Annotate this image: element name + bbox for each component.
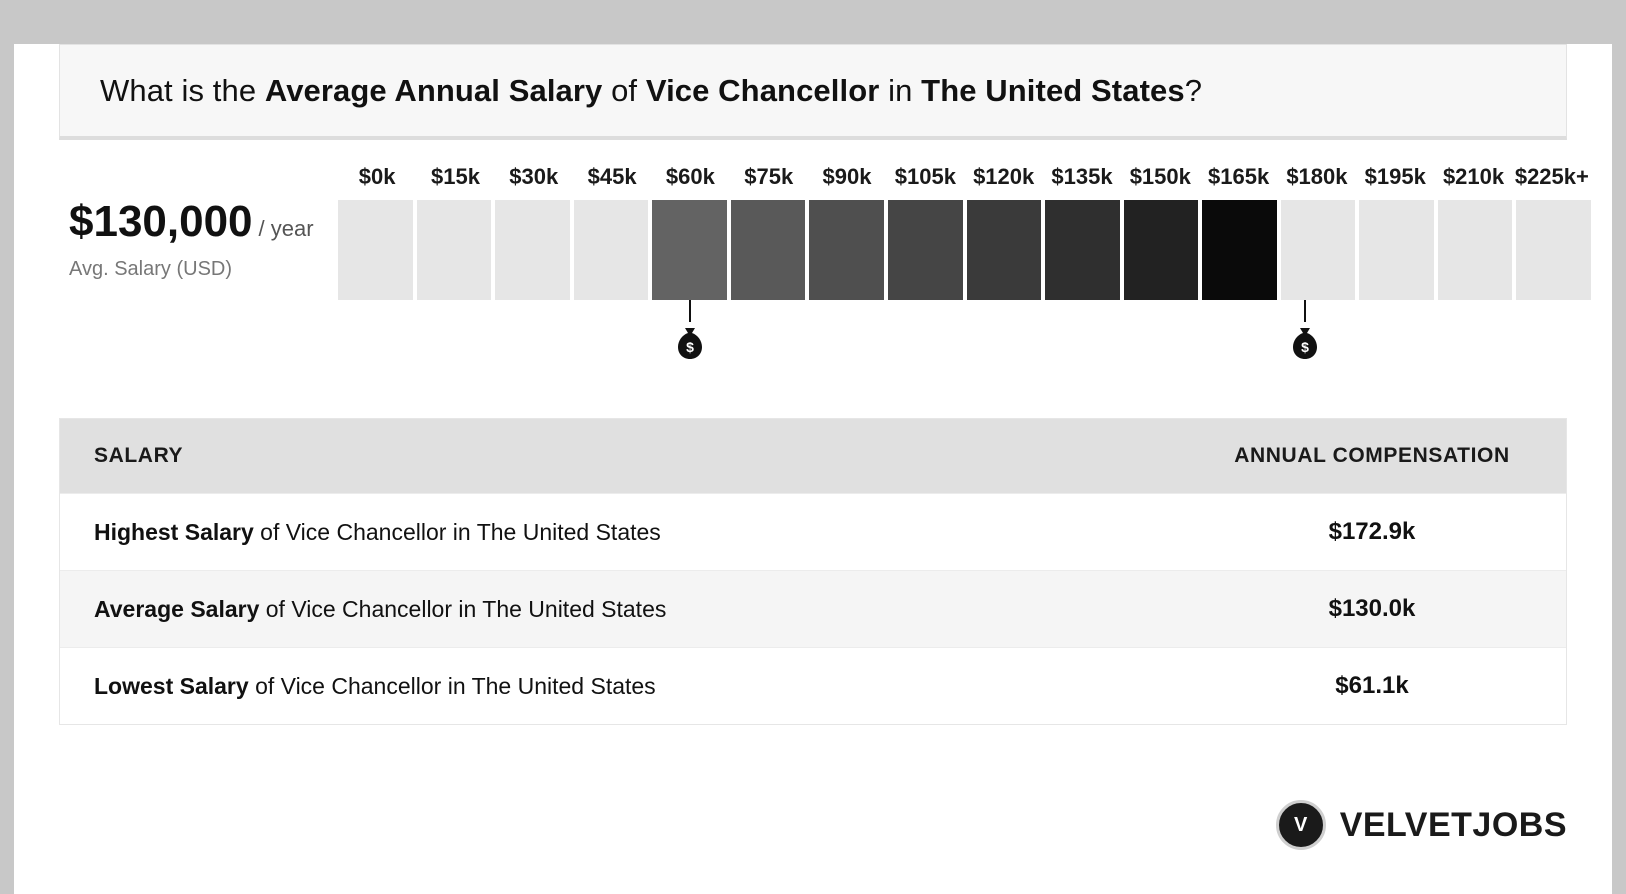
gauge-segment [1359,200,1434,300]
question-bold-salary: Average Annual Salary [264,72,603,108]
gauge-tick-label: $15k [430,164,480,189]
table-cell-label-rest: of Vice Chancellor in The United States [253,518,661,545]
table-row [60,570,1566,647]
gauge-tick-label: $45k [587,164,637,189]
gauge-tick-label: $60k [665,164,715,189]
gauge-marker [670,300,710,362]
gauge-tick-label: $0k [358,164,396,189]
gauge-tick-label: $165k [1208,164,1270,189]
gauge-segment [338,200,413,300]
gauge-segment [574,200,649,300]
gauge-tick-label: $120k [973,164,1035,189]
question-mid1: of [602,72,646,108]
gauge-tick-label: $30k [509,164,559,189]
gauge-segment [417,200,492,300]
table-cell-label-emphasis: Average Salary [94,595,260,622]
salary-gauge [59,164,1589,394]
gauge-tick-labels [338,164,1591,194]
table-cell-value: $130.0k [1328,595,1416,622]
svg-text:$: $ [1301,339,1310,355]
table-cell-value: $61.1k [1335,672,1409,699]
average-salary-caption: Avg. Salary (USD) [69,258,233,280]
question-bold-country: The United States [921,72,1185,108]
gauge-marker [1285,300,1325,362]
table-header-row [60,419,1566,493]
gauge-tick-label: $150k [1129,164,1191,189]
salary-table [59,418,1567,725]
gauge-tick-label: $180k [1286,164,1348,189]
gauge-segments [338,200,1591,300]
velvetjobs-wordmark: VELVETJOBS [1339,805,1567,844]
gauge-tick-label: $210k [1442,164,1505,189]
gauge-segment [1045,200,1120,300]
gauge-segment [1516,200,1591,300]
table-header-compensation: ANNUAL COMPENSATION [1234,444,1510,467]
gauge-tick-label: $225k+ [1514,164,1589,189]
gauge-segment [652,200,727,300]
money-bag-icon [671,324,709,362]
gauge-tick-label: $195k [1364,164,1426,189]
gauge-segment [495,200,570,300]
gauge-segment [809,200,884,300]
gauge-segment [888,200,963,300]
table-cell-label-rest: of Vice Chancellor in The United States [248,672,656,699]
table-cell-label [94,673,1212,700]
gauge-segment [1281,200,1356,300]
table-cell-label-emphasis: Highest Salary [94,518,254,545]
velvetjobs-logo-icon: V [1276,800,1326,850]
question-bold-role: Vice Chancellor [645,72,880,108]
infographic-card [14,44,1612,894]
average-salary-value: $130,000 [69,197,253,246]
gauge-tick-label: $135k [1051,164,1113,189]
gauge-segment [1438,200,1513,300]
marker-stem [689,300,691,322]
gauge-tick-label: $90k [822,164,872,189]
question-prefix: What is the [100,72,265,108]
table-header-salary: SALARY [94,444,184,467]
gauge-segment [1202,200,1277,300]
table-cell-label-rest: of Vice Chancellor in The United States [259,595,667,622]
table-row [60,647,1566,724]
gauge-tick-label: $105k [894,164,956,189]
gauge-bar-row [59,197,1567,300]
gauge-segment [1124,200,1199,300]
table-cell-label [94,519,1212,546]
table-cell-label-emphasis: Lowest Salary [94,672,249,699]
money-bag-icon [1286,324,1324,362]
question-banner [59,44,1567,140]
gauge-markers [338,300,1591,380]
svg-text:$: $ [686,339,695,355]
table-row [60,493,1566,570]
gauge-segment [967,200,1042,300]
average-salary-unit: / year [258,216,314,241]
table-body [60,493,1566,724]
brand-footer [1276,800,1567,850]
table-cell-label [94,596,1212,623]
marker-stem [1304,300,1306,322]
question-mid2: in [879,72,922,108]
gauge-segment [731,200,806,300]
gauge-tick-label: $75k [744,164,794,189]
table-cell-value: $172.9k [1328,518,1416,545]
question-suffix: ? [1184,72,1203,108]
average-salary-block [69,197,319,281]
page-title [100,73,1202,109]
